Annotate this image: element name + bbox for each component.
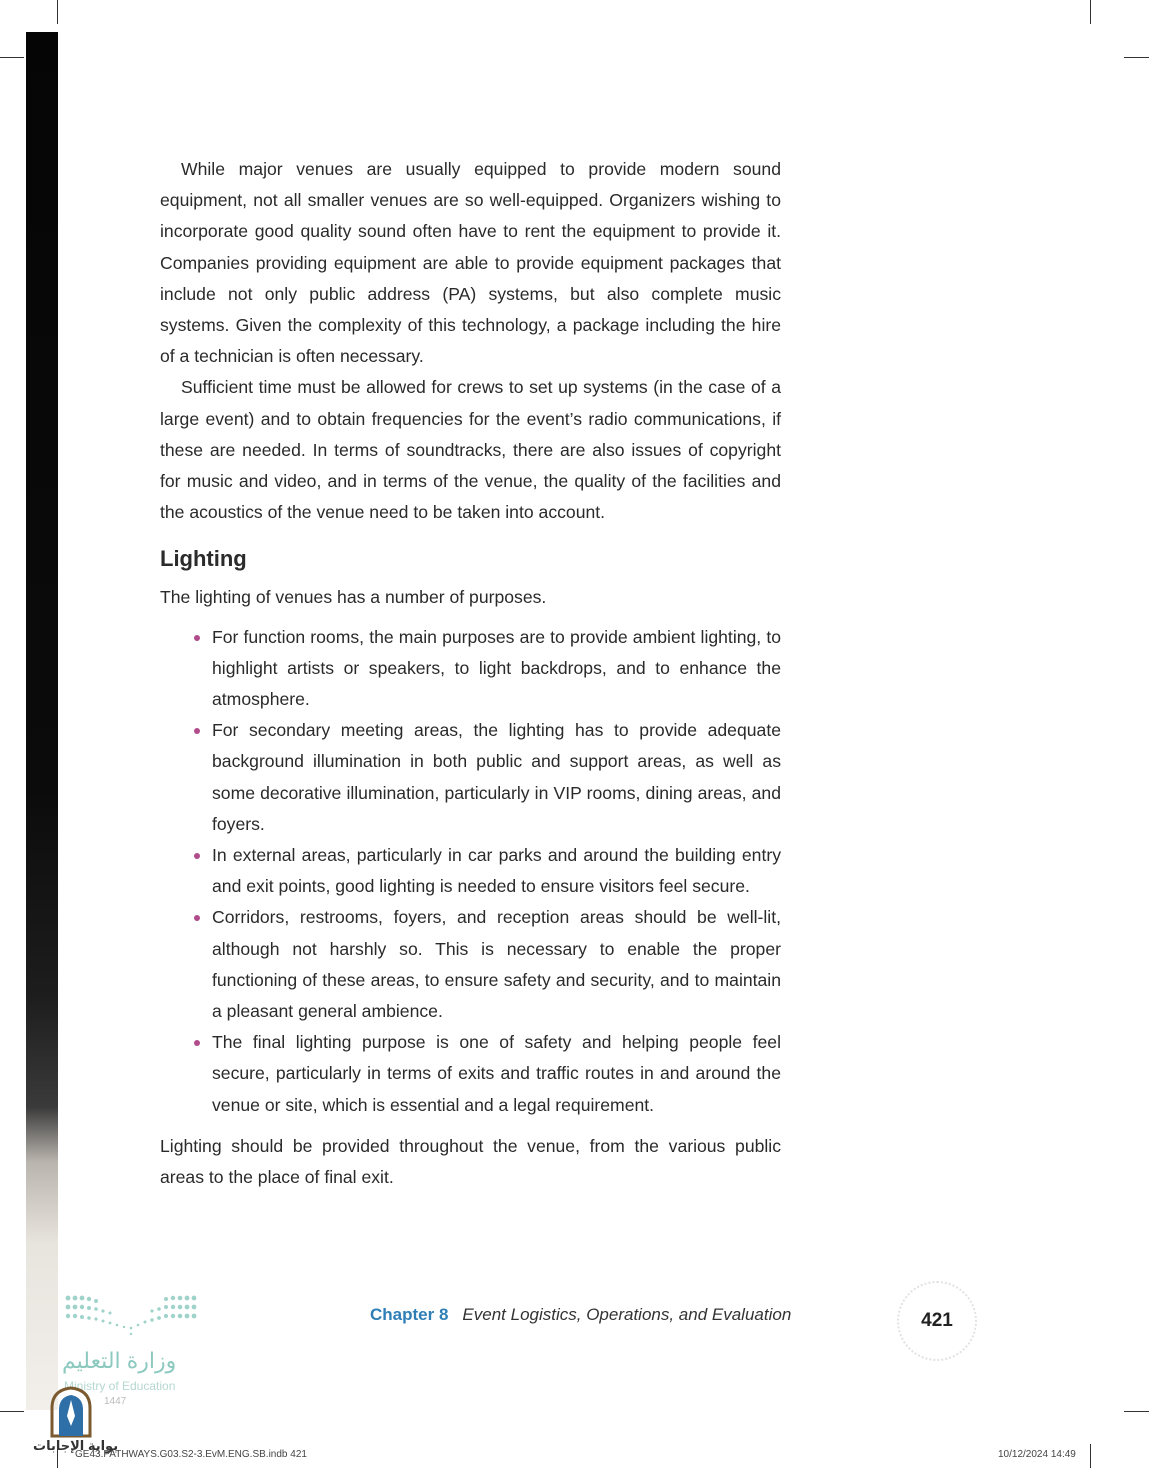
gate-arch-icon (48, 1386, 94, 1438)
list-item: Corridors, restrooms, foyers, and reception areas should be well-lit, although not harshly so. This is necessary to enable the proper functioning of these areas, to ensure safety and security, and to maintain a pleasant general ambience. (212, 902, 781, 1027)
page-number-badge (897, 1281, 977, 1361)
section-intro: The lighting of venues has a number of purposes. (160, 587, 547, 608)
paragraph: Sufficient time must be allowed for crews to set up systems (in the case of a large event) and to obtain frequencies for the event’s radio communications, if these are needed. In terms of soundtracks, there are also issues of copyright for music and video, and in terms of the venue, the quality of the facilities and the acoustics of the venue need to be taken into account. (160, 377, 781, 523)
side-photo-strip (26, 32, 58, 1410)
crop-mark (1090, 1444, 1091, 1468)
ministry-english-name: Ministry of Education (64, 1379, 176, 1393)
crop-mark (57, 0, 58, 24)
gate-brand-text: بوابة الإجابات (33, 1438, 119, 1453)
chapter-footer (370, 1305, 791, 1325)
print-slug-file: GE43.PATHWAYS.G03.S2-3.EvM.ENG.SB.indb 421 (75, 1449, 307, 1460)
paragraph: While major venues are usually equipped to provide modern sound equipment, not all smaller venues are so well-equipped. Organizers wishing to incorporate good quality sound often have to rent the equipment to provide it. Companies providing equipment are able to provide equipment packages that include not only public address (PA) systems, but also complete music systems. Given the complexity of this technology, a package including the hire of a technician is often necessary. (160, 159, 781, 367)
ministry-dots-logo-icon (62, 1290, 202, 1340)
page-number: 421 (921, 1310, 953, 1331)
page-body (160, 154, 781, 1193)
crop-mark (1124, 1411, 1149, 1412)
print-slug-datetime: 10/12/2024 14:49 (998, 1449, 1076, 1460)
crop-mark (0, 1411, 24, 1412)
ministry-year: 1447 (104, 1396, 127, 1407)
list-item: For function rooms, the main purposes are to provide ambient lighting, to highlight artists or speakers, to light backdrops, and to enhance the atmosphere. (212, 622, 781, 716)
list-item: The final lighting purpose is one of safety and helping people feel secure, particularly in terms of exits and traffic routes in and around the venue or site, which is essential and a legal requirement. (212, 1027, 781, 1121)
bullet-list (160, 622, 781, 1121)
list-item: In external areas, particularly in car parks and around the building entry and exit points, good lighting is needed to ensure visitors feel secure. (212, 840, 781, 902)
crop-mark (0, 57, 24, 58)
closing-paragraph: Lighting should be provided throughout the venue, from the various public areas to the place of final exit. (160, 1135, 781, 1188)
section-heading: Lighting (160, 546, 247, 572)
list-item: For secondary meeting areas, the lighting has to provide adequate background illumination in both public and support areas, as well as some decorative illumination, particularly in VIP rooms, dining areas, and foyers. (212, 715, 781, 840)
ministry-arabic-name: وزارة التعليم (62, 1348, 177, 1373)
crop-mark (1090, 0, 1091, 24)
chapter-title: Event Logistics, Operations, and Evaluation (462, 1305, 792, 1324)
chapter-label: Chapter 8 (370, 1305, 449, 1324)
crop-mark (1124, 57, 1149, 58)
